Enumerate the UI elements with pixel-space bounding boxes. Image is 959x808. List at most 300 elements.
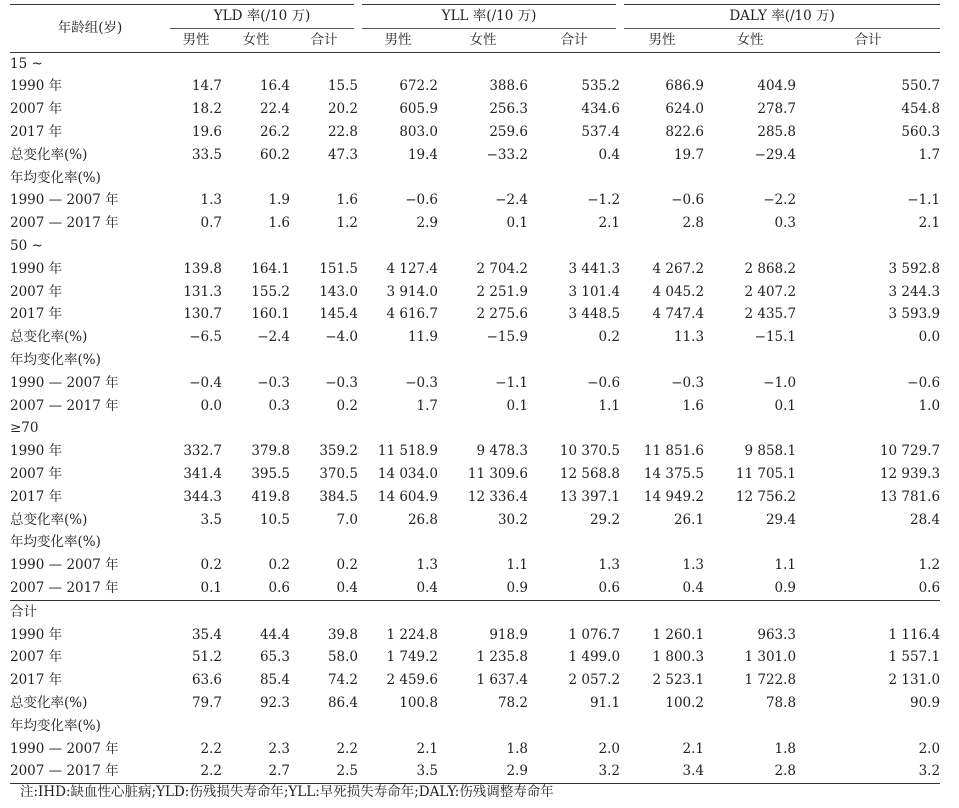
cell-daly-female: 404.9: [757, 78, 797, 95]
row-label: 2017 年: [10, 488, 63, 505]
row-label: 总变化率(%): [10, 511, 88, 528]
cell-yll-female: [438, 349, 528, 372]
cell-yll-male: 0.4: [416, 579, 438, 596]
cell-yll-male: 2 459.6: [386, 672, 438, 689]
cell-yll-male: 605.9: [399, 101, 438, 118]
cell-yld-male: 0.2: [200, 557, 222, 574]
cell-yld-female: [222, 167, 290, 190]
cell-yll-total: [528, 600, 620, 623]
cell-yld-male: 341.4: [183, 465, 222, 482]
col-header-yll-total: 合计: [528, 28, 620, 52]
cell-yld-female: 0.3: [268, 397, 290, 414]
cell-yld-male: −0.4: [189, 374, 222, 391]
table-row: [10, 98, 940, 121]
cell-daly-total: [796, 167, 940, 190]
cell-daly-female: 1 722.8: [744, 672, 797, 689]
cell-daly-male: 1 800.3: [652, 649, 705, 666]
cell-daly-total: 13 781.6: [879, 488, 941, 505]
cell-daly-male: −0.3: [671, 374, 705, 391]
cell-yll-male: 26.8: [407, 511, 438, 528]
row-label: 年均变化率(%): [10, 351, 101, 368]
cell-yll-male: 19.4: [407, 146, 438, 163]
cell-yld-total: 2.5: [290, 760, 358, 783]
cell-daly-total: 28.4: [910, 511, 941, 528]
cell-yll-female: 388.6: [489, 78, 528, 95]
table-row: [10, 417, 940, 440]
cell-daly-total: [796, 715, 940, 738]
cell-daly-male: [620, 235, 704, 258]
table-row: [10, 669, 940, 692]
cell-yld-male: [170, 235, 222, 258]
cell-yld-male: [170, 52, 222, 75]
cell-yld-female: 155.2: [251, 283, 290, 300]
cell-daly-female: 78.8: [765, 694, 797, 711]
daly-group-header: DALY 率(/10 万): [620, 5, 940, 29]
row-label: 1990 — 2007 年: [10, 557, 119, 574]
cell-yld-male: [170, 349, 222, 372]
cell-yll-total: 91.1: [589, 694, 621, 711]
cell-yll-female: 1 235.8: [476, 649, 528, 666]
cell-daly-total: 550.7: [901, 78, 941, 95]
cell-yll-total: 0.4: [598, 146, 621, 163]
col-header-yld-female: 女性: [222, 28, 290, 52]
cell-yld-total: −4.0: [325, 329, 358, 346]
cell-yld-total: 2.2: [336, 740, 358, 757]
cell-daly-female: 278.7: [757, 101, 797, 118]
cell-daly-total: [796, 600, 940, 623]
cell-yll-total: [528, 167, 620, 190]
row-label: 1990 — 2007 年: [10, 192, 119, 209]
cell-yld-female: 0.2: [268, 557, 290, 574]
cell-yld-female: 164.1: [251, 260, 290, 277]
age-group-header: 年龄组(岁): [10, 5, 170, 53]
row-label: 年均变化率(%): [10, 169, 101, 186]
cell-daly-total: [796, 417, 940, 440]
cell-yld-female: 22.4: [259, 101, 290, 118]
cell-daly-male: 100.2: [665, 694, 705, 711]
cell-yll-total: 13 397.1: [559, 488, 621, 505]
cell-daly-female: [704, 349, 796, 372]
cell-daly-male: 2 523.1: [652, 672, 705, 689]
cell-yll-male: −0.6: [405, 192, 438, 209]
cell-daly-female: −29.4: [754, 146, 797, 163]
cell-yll-total: 10 370.5: [559, 443, 621, 460]
cell-daly-male: 11.3: [673, 329, 705, 346]
table-row: [10, 577, 940, 600]
cell-daly-male: [620, 167, 704, 190]
cell-daly-male: 11 851.6: [643, 443, 705, 460]
cell-daly-total: [796, 531, 940, 554]
cell-daly-total: 1.7: [918, 146, 941, 163]
cell-yld-female: 2.7: [222, 760, 290, 783]
cell-daly-female: −2.2: [763, 192, 797, 209]
cell-yll-female: [438, 600, 528, 623]
cell-yll-total: 2.0: [598, 740, 621, 757]
cell-yll-female: −2.4: [495, 192, 528, 209]
table-row: [10, 692, 940, 715]
cell-yld-female: 65.3: [259, 649, 290, 666]
cell-daly-total: 2.1: [918, 215, 941, 232]
cell-daly-female: [704, 417, 796, 440]
cell-daly-total: 1 116.4: [888, 626, 941, 643]
table-row: [10, 75, 940, 98]
cell-yld-male: −6.5: [189, 329, 222, 346]
cell-yld-male: 0.7: [200, 215, 222, 232]
cell-yll-total: 12 568.8: [559, 465, 621, 482]
row-label: 2017 年: [10, 306, 63, 323]
data-table: [10, 4, 940, 784]
cell-yld-total: 1.2: [336, 215, 358, 232]
cell-yll-male: 100.8: [399, 694, 438, 711]
cell-yll-male: −0.3: [405, 374, 438, 391]
cell-yld-total: 0.2: [336, 557, 358, 574]
cell-yld-female: 1.9: [268, 192, 290, 209]
cell-yll-female: 9 478.3: [476, 443, 528, 460]
cell-yld-female: 44.4: [259, 626, 290, 643]
cell-yll-female: 1.1: [506, 557, 528, 574]
cell-yld-male: 3.5: [200, 511, 222, 528]
cell-daly-female: [704, 235, 796, 258]
cell-yld-female: 1.6: [268, 215, 290, 232]
cell-yld-female: −0.3: [257, 374, 290, 391]
cell-daly-female: 12 756.2: [735, 488, 797, 505]
cell-yll-female: [438, 417, 528, 440]
cell-yll-total: 3 441.3: [568, 260, 621, 277]
cell-yll-female: 30.2: [497, 511, 528, 528]
cell-yll-male: 11 518.9: [377, 443, 438, 460]
cell-yll-male: 1.3: [416, 557, 438, 574]
cell-yld-female: [222, 715, 290, 738]
row-label: 2007 — 2017 年: [10, 760, 170, 783]
cell-yld-total: 7.0: [336, 511, 358, 528]
cell-yll-male: 3.5: [358, 760, 438, 783]
cell-daly-male: 1 260.1: [652, 626, 705, 643]
row-label: 年均变化率(%): [10, 717, 101, 734]
cell-yld-female: 60.2: [259, 146, 290, 163]
table-row: [10, 121, 940, 144]
cell-yld-male: 139.8: [183, 260, 222, 277]
cell-yld-male: 33.5: [191, 146, 222, 163]
cell-yll-total: 537.4: [581, 123, 621, 140]
cell-yld-male: 344.3: [183, 488, 222, 505]
table-row: [10, 624, 940, 647]
col-header-yld-male: 男性: [170, 28, 222, 52]
cell-yld-female: [222, 600, 290, 623]
cell-yld-total: [290, 235, 358, 258]
cell-yld-total: [290, 349, 358, 372]
cell-yld-male: 18.2: [191, 101, 222, 118]
cell-daly-male: 686.9: [665, 78, 705, 95]
cell-yld-female: [222, 349, 290, 372]
row-label: 2007 — 2017 年: [10, 579, 119, 596]
cell-yll-male: 14 034.0: [377, 465, 438, 482]
cell-yld-total: [290, 531, 358, 554]
cell-daly-female: [704, 167, 796, 190]
cell-yll-total: 1 076.7: [568, 626, 621, 643]
cell-yld-female: 85.4: [259, 672, 290, 689]
cell-yld-male: 131.3: [183, 283, 222, 300]
cell-yld-female: 395.5: [251, 465, 290, 482]
cell-yll-total: 2 057.2: [568, 672, 621, 689]
cell-yll-total: 1.1: [598, 397, 621, 414]
cell-yll-female: 0.9: [506, 579, 528, 596]
cell-daly-female: −15.1: [754, 329, 797, 346]
cell-yld-male: 2.2: [170, 760, 222, 783]
cell-yll-male: [358, 531, 438, 554]
cell-yld-female: [222, 52, 290, 75]
cell-daly-total: 3 592.8: [888, 260, 941, 277]
table-row: [10, 646, 940, 669]
cell-yll-male: 2.9: [416, 215, 438, 232]
cell-yld-male: 130.7: [183, 306, 222, 323]
cell-yld-male: [170, 715, 222, 738]
cell-daly-female: 0.1: [774, 397, 797, 414]
cell-yld-female: −2.4: [257, 329, 290, 346]
cell-daly-total: 3.2: [796, 760, 940, 783]
cell-daly-female: 1.1: [774, 557, 797, 574]
row-label: 年均变化率(%): [10, 534, 101, 551]
cell-yld-female: [222, 531, 290, 554]
table-row: [10, 531, 940, 554]
cell-yld-total: 0.2: [336, 397, 358, 414]
yld-group-header: YLD 率(/10 万): [170, 5, 358, 29]
cell-daly-total: 0.6: [918, 579, 941, 596]
cell-daly-female: 1 301.0: [744, 649, 797, 666]
cell-yld-male: 332.7: [183, 443, 222, 460]
col-header-daly-male: 男性: [620, 28, 704, 52]
cell-yld-total: 1.6: [336, 192, 358, 209]
table-row: [10, 395, 940, 418]
cell-daly-female: 1.8: [774, 740, 797, 757]
cell-yll-male: 1.7: [416, 397, 438, 414]
table-row: [10, 486, 940, 509]
cell-daly-female: 2 435.7: [744, 306, 797, 323]
yll-group-header: YLL 率(/10 万): [358, 5, 620, 29]
cell-yld-male: 79.7: [191, 694, 222, 711]
cell-daly-male: 4 045.2: [652, 283, 705, 300]
cell-daly-male: 822.6: [665, 123, 705, 140]
cell-yll-total: 434.6: [581, 101, 621, 118]
cell-yll-male: 4 127.4: [386, 260, 438, 277]
cell-daly-total: 1 557.1: [888, 649, 941, 666]
cell-yll-male: 803.0: [399, 123, 438, 140]
row-label: 15 ~: [10, 55, 43, 72]
cell-daly-male: 3.4: [620, 760, 704, 783]
cell-yll-female: 11 309.6: [467, 465, 528, 482]
cell-daly-female: [704, 715, 796, 738]
cell-yll-male: 4 616.7: [386, 306, 438, 323]
table-row: [10, 600, 940, 623]
cell-yld-male: [170, 531, 222, 554]
cell-yld-female: [222, 235, 290, 258]
row-label: 1990 年: [10, 260, 63, 277]
cell-daly-male: 19.7: [673, 146, 705, 163]
row-label: 2007 年: [10, 465, 63, 482]
cell-yll-female: 2.9: [438, 760, 528, 783]
cell-daly-male: 1.3: [682, 557, 705, 574]
row-label: 总变化率(%): [10, 329, 88, 346]
cell-daly-male: 14 375.5: [643, 465, 705, 482]
cell-daly-male: 14 949.2: [643, 488, 705, 505]
cell-daly-male: 4 267.2: [652, 260, 705, 277]
row-label: 2007 — 2017 年: [10, 397, 119, 414]
cell-yll-female: 0.1: [506, 397, 528, 414]
cell-daly-female: 0.3: [774, 215, 797, 232]
cell-daly-male: [620, 600, 704, 623]
cell-yll-female: [438, 715, 528, 738]
cell-daly-male: −0.6: [671, 192, 705, 209]
row-label: 总变化率(%): [10, 694, 88, 711]
table-row: [10, 189, 940, 212]
cell-daly-male: [620, 349, 704, 372]
table-row: [10, 212, 940, 235]
cell-yld-female: 10.5: [259, 511, 290, 528]
table-row: [10, 463, 940, 486]
cell-yld-male: 1.3: [200, 192, 222, 209]
cell-yld-total: 384.5: [319, 488, 358, 505]
cell-yld-female: 160.1: [251, 306, 290, 323]
cell-yld-total: 15.5: [327, 78, 358, 95]
cell-daly-male: [620, 52, 704, 75]
cell-yld-male: [170, 600, 222, 623]
cell-yll-male: [358, 167, 438, 190]
cell-daly-male: 2.1: [682, 740, 705, 757]
cell-daly-total: 0.0: [918, 329, 941, 346]
cell-yll-female: 0.1: [506, 215, 528, 232]
cell-daly-total: 90.9: [910, 694, 941, 711]
cell-yld-total: [290, 600, 358, 623]
cell-yld-total: 74.2: [327, 672, 358, 689]
cell-daly-female: 9 858.1: [744, 443, 797, 460]
table-row: [10, 509, 940, 532]
cell-yll-total: 1 499.0: [568, 649, 621, 666]
col-header-yll-male: 男性: [358, 28, 438, 52]
cell-daly-total: 12 939.3: [879, 465, 941, 482]
cell-yld-total: 143.0: [319, 283, 358, 300]
row-label: 合计: [10, 600, 170, 623]
cell-yll-female: [438, 235, 528, 258]
cell-daly-male: 4 747.4: [652, 306, 705, 323]
cell-yld-female: 419.8: [251, 488, 290, 505]
cell-yld-total: 0.4: [336, 579, 358, 596]
cell-yll-female: 256.3: [489, 101, 528, 118]
cell-daly-female: [704, 52, 796, 75]
cell-yll-female: [438, 531, 528, 554]
cell-yll-total: 29.2: [589, 511, 621, 528]
cell-daly-female: 0.9: [774, 579, 797, 596]
table-row: [10, 372, 940, 395]
cell-daly-total: 10 729.7: [879, 443, 941, 460]
col-header-yll-female: 女性: [438, 28, 528, 52]
cell-yld-total: 145.4: [319, 306, 358, 323]
cell-yll-total: [528, 52, 620, 75]
cell-daly-male: [620, 417, 704, 440]
cell-daly-female: −1.0: [763, 374, 797, 391]
cell-yll-male: [358, 600, 438, 623]
cell-daly-total: 1.0: [918, 397, 941, 414]
cell-yld-male: 51.2: [191, 649, 222, 666]
col-header-daly-total: 合计: [796, 28, 940, 52]
cell-daly-total: 3 593.9: [888, 306, 941, 323]
cell-daly-total: −1.1: [907, 192, 941, 209]
table-row: [10, 554, 940, 577]
col-header-daly-female: 女性: [704, 28, 796, 52]
cell-yll-total: [528, 349, 620, 372]
table-row: [10, 326, 940, 349]
cell-yll-total: 0.6: [598, 579, 621, 596]
table-body: [10, 52, 940, 784]
cell-yll-male: [358, 417, 438, 440]
cell-yld-total: −0.3: [325, 374, 358, 391]
cell-yll-male: [358, 52, 438, 75]
cell-yld-male: 14.7: [191, 78, 222, 95]
cell-daly-female: 2 407.2: [744, 283, 797, 300]
row-label: 1990 — 2007 年: [10, 374, 119, 391]
cell-yld-female: 26.2: [259, 123, 290, 140]
cell-yll-total: 3.2: [528, 760, 620, 783]
cell-yld-total: 22.8: [327, 123, 358, 140]
row-label: 1990 — 2007 年: [10, 740, 119, 757]
cell-yll-female: [438, 167, 528, 190]
cell-yld-total: 39.8: [327, 626, 358, 643]
row-label: 50 ~: [10, 237, 43, 254]
cell-daly-total: −0.6: [907, 374, 941, 391]
cell-yll-male: 1 749.2: [386, 649, 438, 666]
table-row: [10, 167, 940, 190]
cell-yll-female: 2 275.6: [476, 306, 528, 323]
cell-yld-female: 2.3: [268, 740, 290, 757]
cell-daly-female: 2 868.2: [744, 260, 797, 277]
cell-yld-female: [222, 417, 290, 440]
cell-yll-total: 3 448.5: [568, 306, 621, 323]
row-label: 2007 — 2017 年: [10, 215, 119, 232]
cell-yll-total: [528, 531, 620, 554]
cell-yll-female: −33.2: [486, 146, 528, 163]
cell-yld-total: 58.0: [327, 649, 358, 666]
cell-daly-female: 29.4: [765, 511, 797, 528]
cell-yll-total: [528, 235, 620, 258]
cell-yld-total: [290, 715, 358, 738]
cell-daly-total: 2.0: [918, 740, 941, 757]
table-row: [10, 715, 940, 738]
cell-daly-total: 2 131.0: [888, 672, 941, 689]
row-label: 2007 年: [10, 283, 63, 300]
cell-yld-male: 35.4: [191, 626, 222, 643]
cell-daly-female: 11 705.1: [735, 465, 797, 482]
row-label: 2017 年: [10, 672, 63, 689]
header-row-groups: [10, 5, 940, 29]
cell-daly-total: [796, 52, 940, 75]
cell-yld-total: 359.2: [319, 443, 358, 460]
table-row: [10, 52, 940, 75]
cell-daly-total: 1.2: [918, 557, 941, 574]
cell-yll-female: 78.2: [497, 694, 528, 711]
row-label: 1990 年: [10, 78, 63, 95]
cell-yll-male: 672.2: [399, 78, 438, 95]
cell-yll-female: 1 637.4: [476, 672, 528, 689]
cell-daly-male: [620, 531, 704, 554]
cell-daly-female: [704, 600, 796, 623]
table-row: [10, 349, 940, 372]
cell-yll-female: 1.8: [506, 740, 528, 757]
cell-yll-female: −1.1: [495, 374, 528, 391]
cell-daly-total: [796, 349, 940, 372]
cell-daly-female: 285.8: [757, 123, 797, 140]
cell-daly-male: 624.0: [665, 101, 705, 118]
row-label: 总变化率(%): [10, 146, 88, 163]
table-row: [10, 303, 940, 326]
row-label: 1990 年: [10, 443, 63, 460]
